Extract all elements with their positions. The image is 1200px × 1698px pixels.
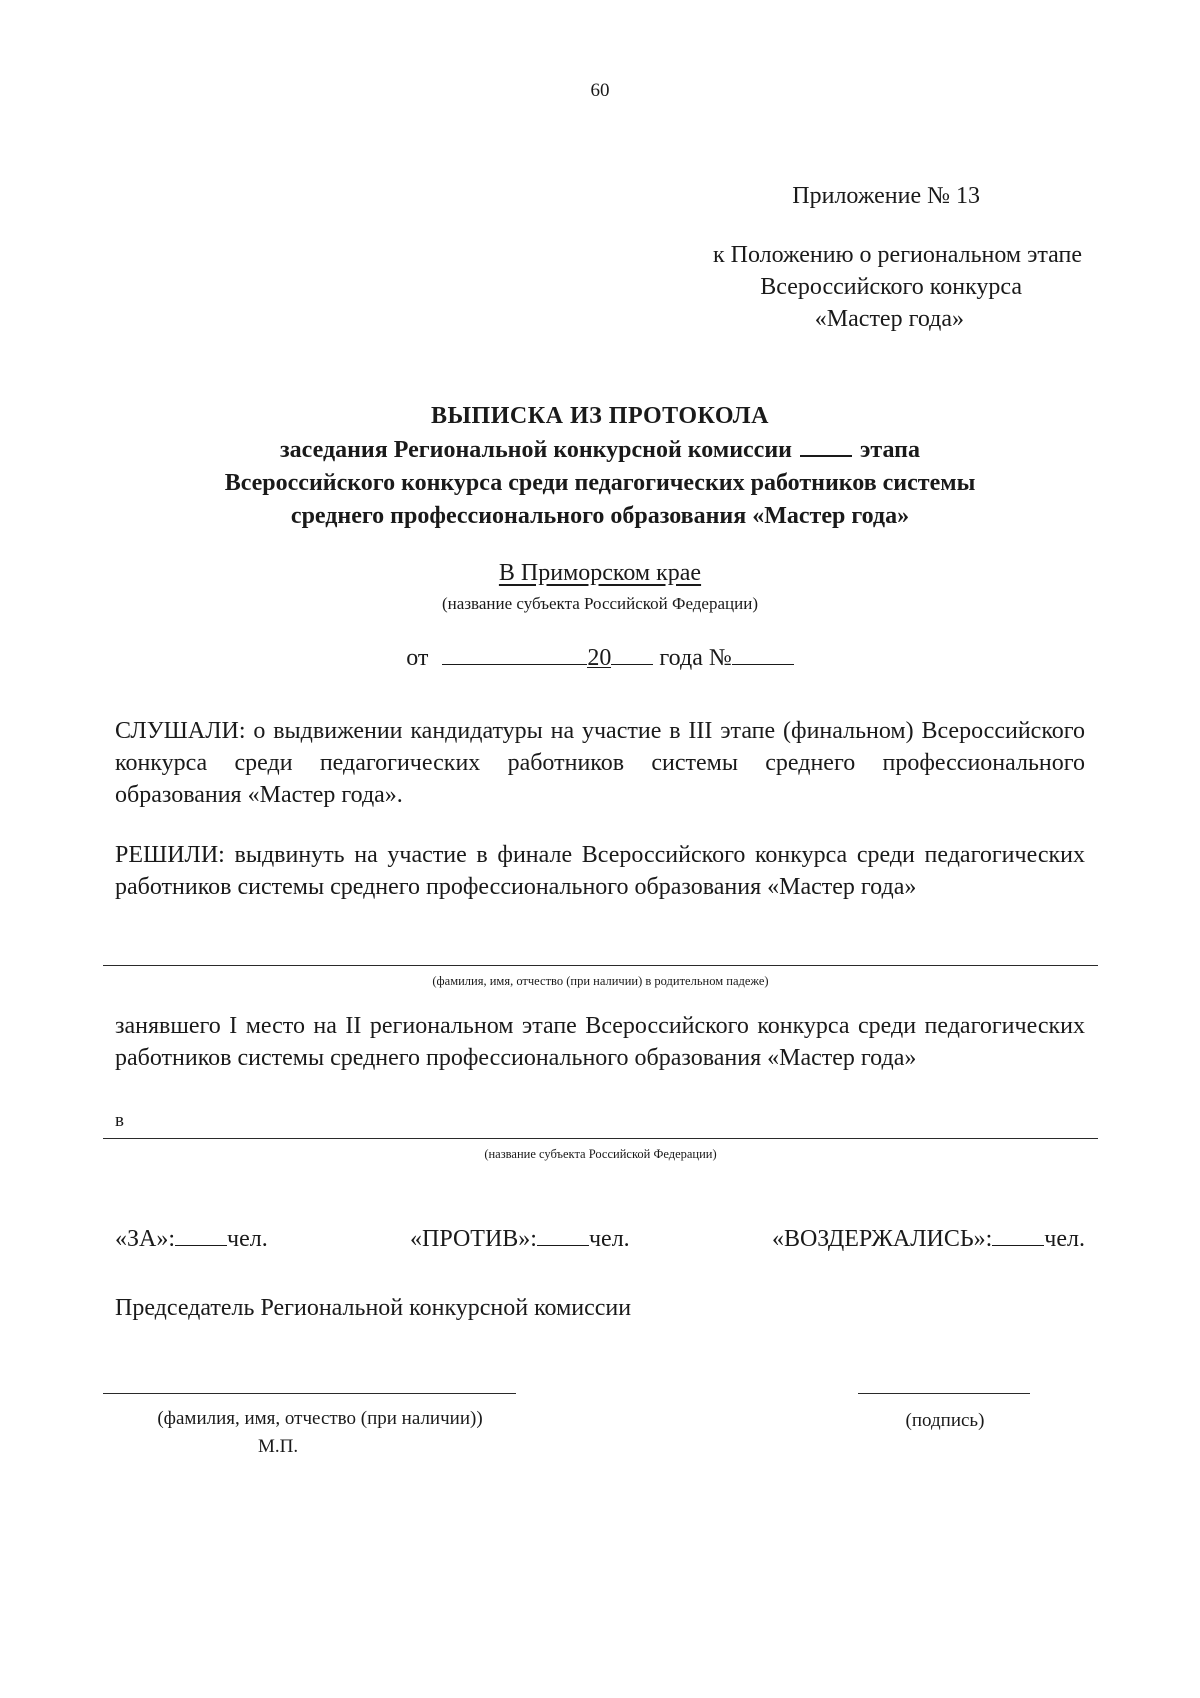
votes-abstained-blank bbox=[992, 1223, 1044, 1246]
stage-blank bbox=[800, 433, 852, 457]
annex-reference-line: к Положению о региональном этапе bbox=[712, 242, 1082, 268]
page-number: 60 bbox=[590, 80, 610, 101]
region-line bbox=[0, 560, 1200, 587]
nominee-name-caption: (фамилия, имя, отчество (при наличии) в родительном падеже) bbox=[432, 974, 769, 988]
year-suffix: года № bbox=[659, 645, 732, 671]
stage-text: этапа bbox=[860, 437, 920, 463]
number-blank bbox=[732, 642, 794, 665]
document-title-line: ВЫПИСКА ИЗ ПРОТОКОЛА bbox=[430, 403, 770, 429]
commission-text: заседания Региональной конкурсной комиссии bbox=[280, 437, 792, 463]
annex-reference bbox=[562, 239, 1082, 335]
chairman-signature-line bbox=[858, 1393, 1030, 1394]
nominee-region-line bbox=[103, 1138, 1098, 1139]
nominee-name-line bbox=[103, 965, 1098, 966]
document-title-line: среднего профессионального образования «Мастер года» bbox=[290, 503, 910, 529]
placement-paragraph: занявшего I место на II региональном этапе Всероссийского конкурса среди педагогических работников системы среднего профессионального образования «Мастер года» bbox=[115, 1013, 1085, 1071]
annex-block bbox=[562, 180, 1082, 335]
chairman-name-caption: (фамилия, имя, отчество (при наличии)) bbox=[157, 1408, 483, 1429]
votes-against-blank bbox=[537, 1223, 589, 1246]
votes-abstained: «ВОЗДЕРЖАЛИСЬ»: чел. bbox=[772, 1223, 1085, 1253]
annex-reference-line: «Мастер года» bbox=[814, 306, 964, 332]
year-blank bbox=[611, 642, 653, 665]
region-caption: (название субъекта Российской Федерации) bbox=[442, 594, 758, 613]
votes-row bbox=[115, 1223, 1085, 1253]
date-blank bbox=[442, 642, 587, 665]
region-prefix-v: в bbox=[115, 1110, 124, 1131]
annex-reference-line: Всероссийского конкурса bbox=[760, 274, 1022, 300]
region-value: В Приморском крае bbox=[498, 560, 702, 586]
document-title bbox=[0, 400, 1200, 533]
heard-paragraph: СЛУШАЛИ: о выдвижении кандидатуры на участие в III этапе (финальном) Всероссийского конкурса среди педагогических работников системы среднего профессионального образования «Мастер года». bbox=[115, 718, 1085, 808]
chairman-title: Председатель Региональной конкурсной комиссии bbox=[115, 1295, 632, 1321]
signature-caption: (подпись) bbox=[905, 1410, 985, 1431]
date-prefix: от bbox=[406, 645, 429, 671]
annex-title: Приложение № 13 bbox=[792, 183, 980, 209]
year-prefix: 20 bbox=[587, 645, 612, 671]
stamp-label: М.П. bbox=[258, 1436, 299, 1457]
date-line bbox=[0, 642, 1200, 672]
votes-for-blank bbox=[175, 1223, 227, 1246]
chairman-name-line bbox=[103, 1393, 516, 1394]
document-title-line bbox=[0, 433, 1200, 467]
nominee-region-caption: (название субъекта Российской Федерации) bbox=[484, 1147, 717, 1161]
votes-for: «ЗА»: чел. bbox=[115, 1223, 268, 1253]
document-title-line: Всероссийского конкурса среди педагогических работников системы bbox=[224, 470, 976, 496]
votes-against: «ПРОТИВ»: чел. bbox=[410, 1223, 630, 1253]
decided-paragraph: РЕШИЛИ: выдвинуть на участие в финале Всероссийского конкурса среди педагогических работников системы среднего профессионального образования «Мастер года» bbox=[115, 842, 1085, 900]
